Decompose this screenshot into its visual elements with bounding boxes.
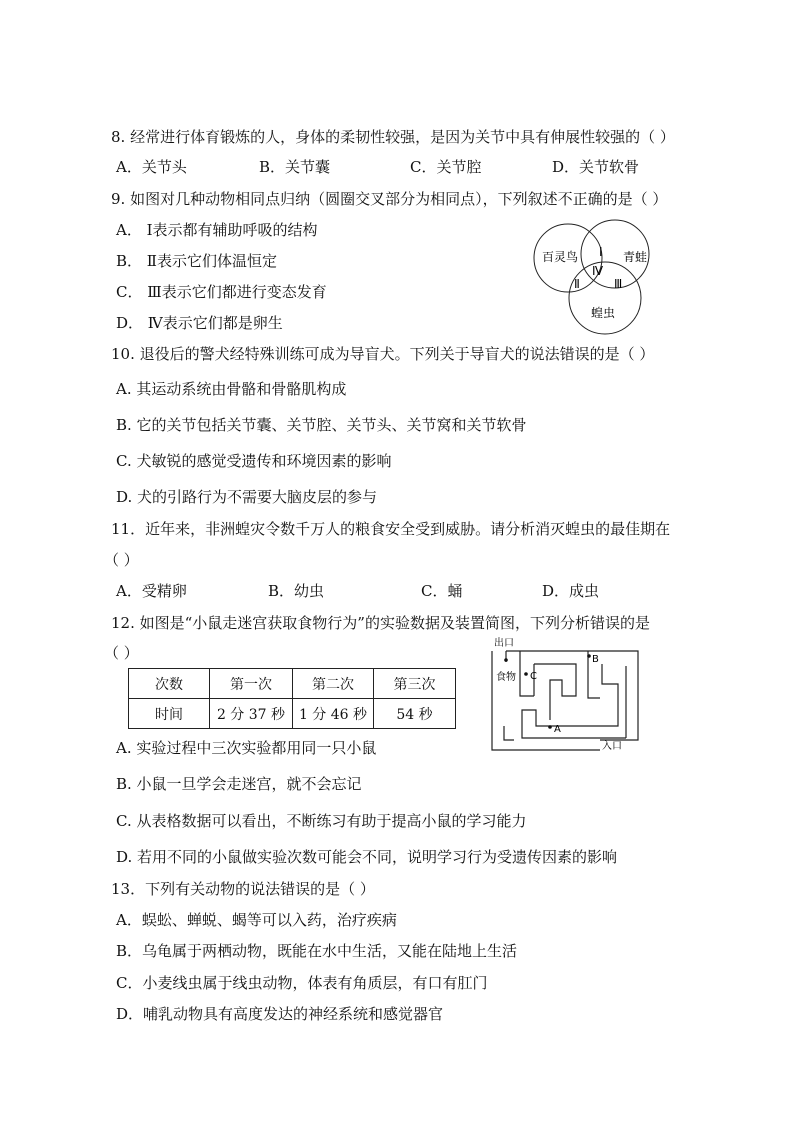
q13-option-d: D．哺乳动物具有高度发达的神经系统和感觉器官	[116, 1005, 444, 1023]
q9-option-b: B． Ⅱ表示它们体温恒定	[116, 252, 277, 270]
q11-option-c: C．蛹	[421, 582, 463, 600]
maze-entrance-label: 入口	[602, 741, 622, 752]
q13-option-a: A．蜈蚣、蝉蜕、蝎等可以入药，治疗疾病	[116, 911, 397, 929]
q13-option-b: B．乌龟属于两栖动物，既能在水中生活，又能在陆地上生活	[116, 942, 518, 960]
q9-option-c: C． Ⅲ表示它们都进行变态发育	[116, 283, 327, 301]
q11-option-a: A．受精卵	[116, 582, 187, 600]
table-cell: 2 分 37 秒	[210, 699, 293, 729]
q12-data-table	[128, 668, 456, 729]
table-header-cell: 次数	[129, 669, 210, 699]
maze-food-dot	[504, 658, 508, 662]
q11-stem-line1: 11．近年来，非洲蝗灾令数千万人的粮食安全受到威胁。请分析消灭蝗虫的最佳期在	[111, 520, 671, 538]
q10-stem: 10. 退役后的警犬经特殊训练可成为导盲犬。下列关于导盲犬的说法错误的是（ ）	[111, 345, 655, 363]
maze-point-c-label: C	[530, 671, 537, 682]
venn-diagram	[530, 212, 660, 337]
table-header-cell: 第三次	[374, 669, 456, 699]
q12-stem-line2: （ ）	[104, 644, 139, 662]
maze-point-b-label: B	[592, 654, 599, 665]
venn-circle-locust	[569, 262, 641, 334]
maze-exit-label: 出口	[494, 638, 514, 649]
table-cell: 时间	[129, 699, 210, 729]
maze-point-c-dot	[524, 672, 528, 676]
q12-stem-line1: 12. 如图是“小鼠走迷宫获取食物行为”的实验数据及装置简图，下列分析错误的是	[111, 614, 650, 632]
venn-label-locust: 蝗虫	[591, 306, 616, 320]
venn-region-1: Ⅰ	[599, 245, 603, 259]
venn-region-4: Ⅳ	[592, 264, 604, 278]
q8-option-d: D．关节软骨	[552, 158, 640, 176]
q10-option-c: C. 犬敏锐的感觉受遗传和环境因素的影响	[116, 452, 392, 470]
venn-label-bird: 百灵鸟	[542, 250, 579, 264]
q12-option-d: D. 若用不同的小鼠做实验次数可能会不同，说明学习行为受遗传因素的影响	[116, 848, 618, 866]
q8-option-c: C．关节腔	[410, 158, 482, 176]
maze-point-b-dot	[587, 654, 591, 658]
table-header-row	[129, 669, 456, 699]
q13-stem: 13．下列有关动物的说法错误的是（ ）	[111, 880, 375, 898]
q9-option-d: D． Ⅳ表示它们都是卵生	[116, 314, 283, 332]
table-row	[129, 699, 456, 729]
q13-option-c: C．小麦线虫属于线虫动物，体表有角质层，有口有肛门	[116, 974, 488, 992]
q10-option-d: D. 犬的引路行为不需要大脑皮层的参与	[116, 488, 378, 506]
q11-stem-line2: （ ）	[104, 551, 139, 569]
venn-region-3: Ⅲ	[614, 277, 623, 291]
maze-point-a-dot	[548, 725, 552, 729]
q9-stem: 9. 如图对几种动物相同点归纳（圆圈交叉部分为相同点），下列叙述不正确的是（ ）	[111, 190, 668, 208]
q12-option-c: C. 从表格数据可以看出，不断练习有助于提高小鼠的学习能力	[116, 812, 527, 830]
q11-option-b: B．幼虫	[268, 582, 325, 600]
table-cell: 1 分 46 秒	[293, 699, 374, 729]
table-cell: 54 秒	[374, 699, 456, 729]
table-header-cell: 第一次	[210, 669, 293, 699]
q12-option-a: A. 实验过程中三次实验都用同一只小鼠	[116, 739, 377, 757]
q10-option-a: A. 其运动系统由骨骼和骨骼肌构成	[116, 380, 347, 398]
maze-food-label: 食物	[496, 672, 516, 683]
q12-option-b: B. 小鼠一旦学会走迷宫，就不会忘记	[116, 775, 362, 793]
q10-option-b: B. 它的关节包括关节囊、关节腔、关节头、关节窝和关节软骨	[116, 416, 527, 434]
q11-option-d: D．成虫	[542, 582, 600, 600]
venn-region-2: Ⅱ	[574, 277, 580, 291]
q8-stem: 8. 经常进行体育锻炼的人，身体的柔韧性较强，是因为关节中具有伸展性较强的（ ）	[111, 128, 675, 146]
q8-option-a: A．关节头	[116, 158, 187, 176]
maze-diagram	[488, 636, 643, 754]
q8-option-b: B．关节囊	[259, 158, 331, 176]
q9-option-a: A． Ⅰ表示都有辅助呼吸的结构	[116, 221, 318, 239]
venn-label-frog: 青蛙	[623, 250, 648, 264]
table-header-cell: 第二次	[293, 669, 374, 699]
maze-point-a-label: A	[554, 724, 561, 735]
